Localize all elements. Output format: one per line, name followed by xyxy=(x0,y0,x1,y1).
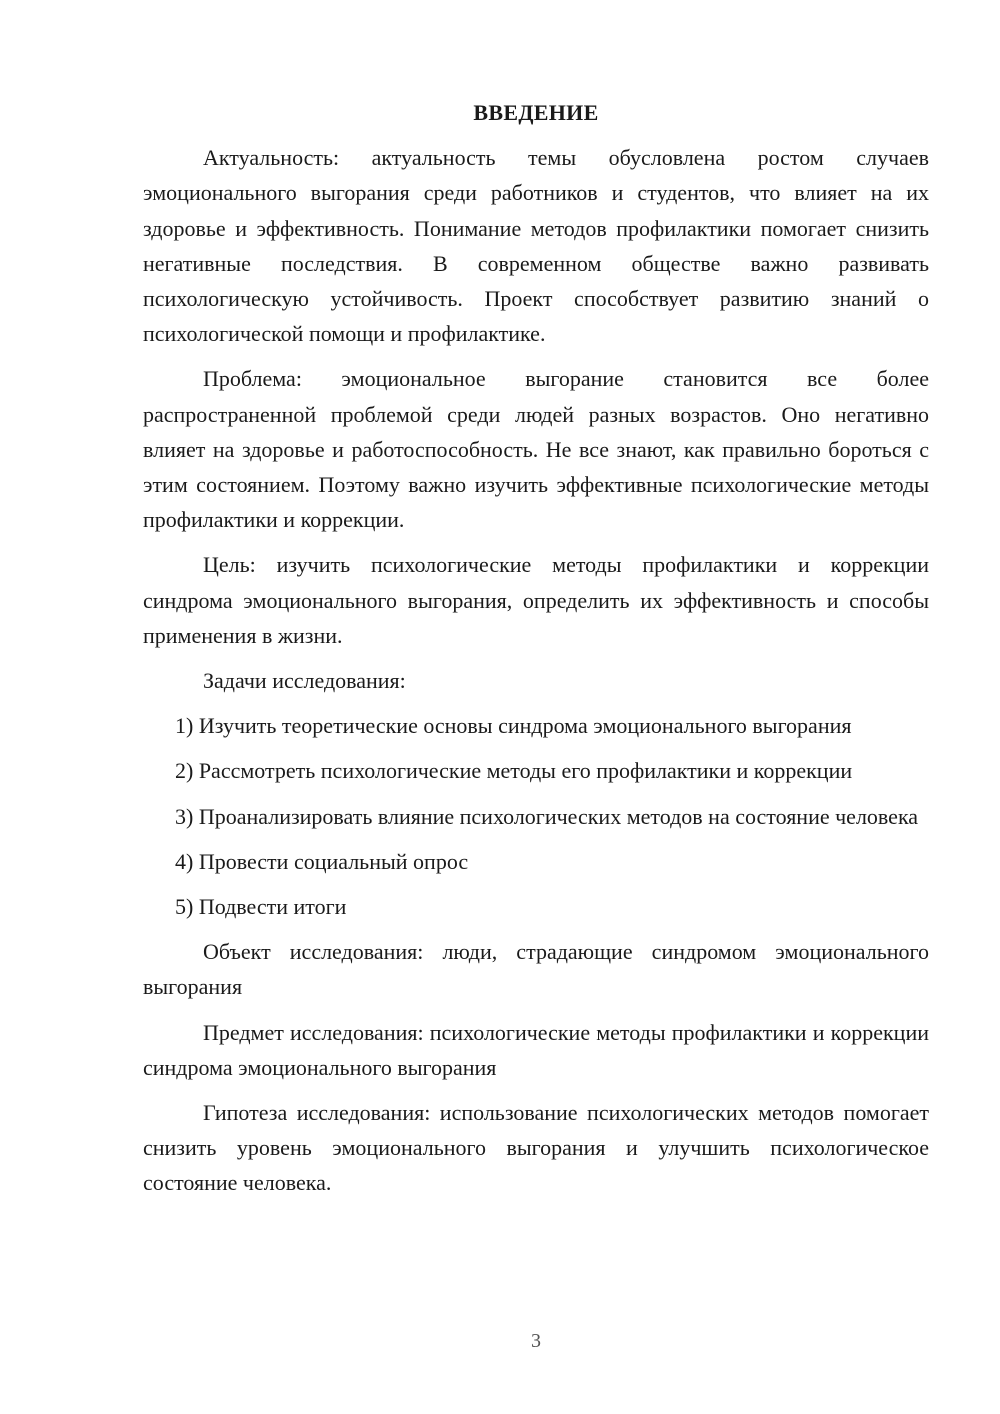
paragraph-problem: Проблема: эмоциональное выгорание становится все более распространенной проблемой среди людей разных возрастов. Оно негативно влияет на здоровье и работоспособность. Не все знают, как правильно бороться с этим состоянием. Поэтому важно изучить эффективные психологические методы профилактики и коррекции. xyxy=(143,366,929,533)
task-item: 1) Изучить теоретические основы синдрома эмоционального выгорания xyxy=(175,713,852,739)
task-list xyxy=(143,708,929,924)
paragraph-subject: Предмет исследования: психологические методы профилактики и коррекции синдрома эмоционального выгорания xyxy=(143,1019,929,1080)
task-item: 3) Проанализировать влияние психологических методов на состояние человека xyxy=(175,803,919,829)
paragraph-relevance: Актуальность: актуальность темы обусловлена ростом случаев эмоционального выгорания среди работников и студентов, что влияет на их здоровье и эффективность. Понимание методов профилактики помогает снизить негативные последствия. В современном обществе важно развивать психологическую устойчивость. Проект способствует развитию знаний о психологической помощи и профилактике. xyxy=(143,145,929,347)
paragraph-goal: Цель: изучить психологические методы профилактики и коррекции синдрома эмоционального выгорания, определить их эффективность и способы применения в жизни. xyxy=(143,552,929,648)
task-item: 4) Провести социальный опрос xyxy=(175,848,469,874)
task-item: 2) Рассмотреть психологические методы его профилактики и коррекции xyxy=(175,758,853,784)
page-number: 3 xyxy=(531,1330,541,1352)
paragraph-object: Объект исследования: люди, страдающие синдромом эмоционального выгорания xyxy=(143,939,929,1000)
document-page xyxy=(143,95,929,1211)
section-heading: ВВЕДЕНИЕ xyxy=(473,100,599,125)
paragraph-tasks-intro: Задачи исследования: xyxy=(203,668,406,694)
task-item: 5) Подвести итоги xyxy=(175,894,347,920)
paragraph-hypothesis: Гипотеза исследования: использование психологических методов помогает снизить уровень эмоционального выгорания и улучшить психологическое состояние человека. xyxy=(143,1100,929,1196)
